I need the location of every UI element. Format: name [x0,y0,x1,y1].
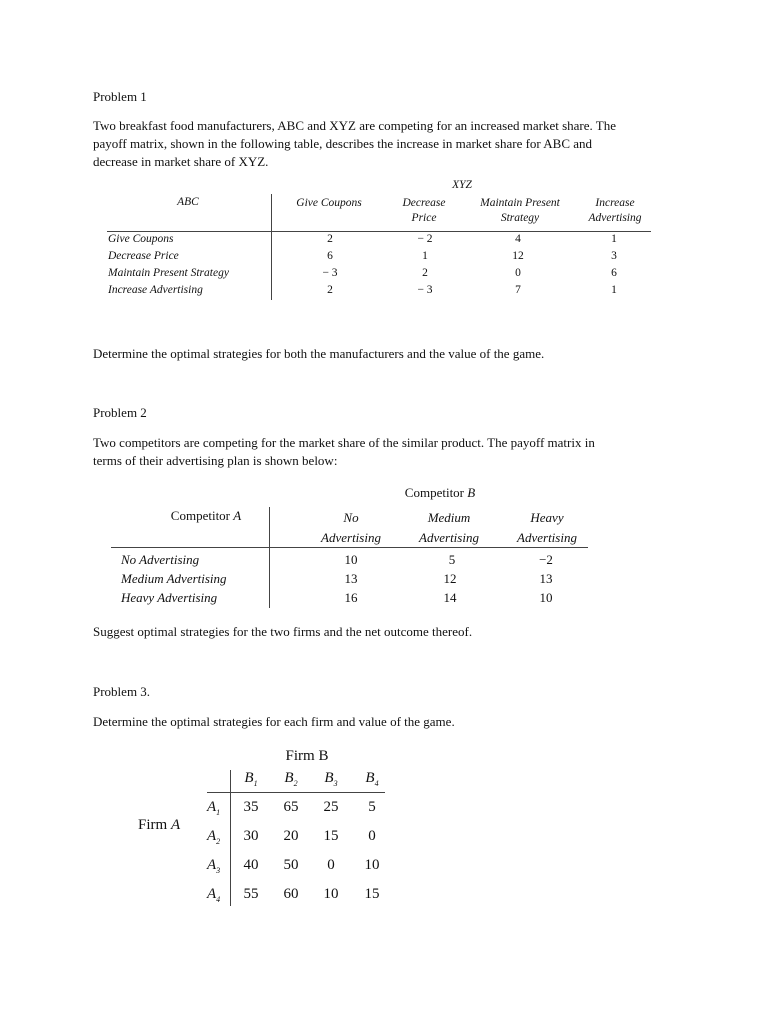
problem2-heading: Problem 2 [93,405,147,420]
payoff-cell: 4 [515,233,521,245]
payoff-cell: 1 [611,284,617,296]
payoff-cell: 30 [243,828,259,844]
row-label: $A_4$ [207,886,221,904]
row-label: Increase Advertising [108,284,203,296]
payoff-cell: 25 [323,799,339,815]
payoff-cell: 13 [539,571,553,586]
column-divider [269,507,270,608]
payoff-cell: 1 [422,250,428,262]
payoff-cell: − 3 [322,267,338,279]
row-label: Give Coupons [108,233,174,245]
problem1-intro-line2: payoff matrix, shown in the following table, describes the increase in market share for ABC and [93,136,593,151]
row-label: Maintain Present Strategy [108,267,229,279]
column-label: $B_2$ [284,770,298,788]
payoff-cell: 3 [611,250,617,262]
payoff-cell: 6 [327,250,333,262]
column-divider [271,194,272,300]
payoff-cell: 0 [327,857,335,873]
problem3-heading: Problem 3. [93,684,151,699]
payoff-cell: 10 [344,552,358,567]
payoff-cell: 10 [539,590,553,605]
payoff-cell: 14 [443,590,457,605]
payoff-cell: 1 [611,233,617,245]
problem2-question: Suggest optimal strategies for the two firms and the net outcome thereof. [93,624,473,639]
column-header: Decrease Price [402,197,446,224]
header-divider [111,547,588,548]
problem3-question: Determine the optimal strategies for each firm and value of the game. [93,714,455,729]
problem1-question: Determine the optimal strategies for both the manufacturers and the value of the game. [93,346,545,361]
payoff-cell: 50 [283,857,299,873]
header-divider [207,792,385,793]
payoff-cell: 13 [344,571,358,586]
column-header: Heavy Advertising [517,510,577,545]
problem1-heading: Problem 1 [93,89,147,104]
payoff-cell: 16 [344,590,358,605]
row-player-label: Competitor A [170,508,242,523]
payoff-cell: 15 [364,886,380,902]
payoff-cell: 2 [422,267,428,279]
payoff-cell: 0 [368,828,376,844]
payoff-cell: 40 [243,857,259,873]
row-label: No Advertising [121,552,200,567]
payoff-cell: 10 [323,886,339,902]
row-label: Medium Advertising [121,571,227,586]
payoff-cell: 15 [323,828,339,844]
col-player-label: Competitor B [404,485,476,500]
payoff-cell: 20 [283,828,299,844]
row-label: $A_3$ [207,857,221,875]
col-player-label: Firm B [285,748,329,764]
payoff-cell: 6 [611,267,617,279]
row-player-label: Firm A [138,817,181,833]
payoff-cell: 0 [515,267,521,279]
row-label: Heavy Advertising [121,590,218,605]
row-player-label: ABC [177,196,199,208]
column-header: Give Coupons [296,197,362,209]
row-label: $A_2$ [207,828,221,846]
problem1-intro-line3: decrease in market share of XYZ. [93,154,269,169]
payoff-cell: 10 [364,857,380,873]
payoff-cell: − 2 [417,233,433,245]
header-divider [107,231,651,232]
column-header: Maintain Present Strategy [480,197,560,224]
payoff-cell: 55 [243,886,259,902]
problem2-intro-line2: terms of their advertising plan is shown below: [93,453,338,468]
column-header: No Advertising [321,510,381,545]
column-label: $B_4$ [365,770,379,788]
payoff-cell: 2 [327,233,333,245]
column-label: $B_1$ [244,770,258,788]
payoff-cell: 60 [283,886,299,902]
payoff-cell: 5 [368,799,376,815]
row-label: $A_1$ [207,799,221,817]
payoff-cell: 65 [283,799,299,815]
payoff-cell: 12 [512,250,524,262]
column-divider [230,770,231,906]
payoff-cell: −2 [539,552,553,567]
column-header: Increase Advertising [588,197,642,224]
problem1-intro-line1: Two breakfast food manufacturers, ABC and XYZ are competing for an increased market share. The [93,118,616,133]
payoff-cell: 12 [443,571,457,586]
row-label: Decrease Price [108,250,179,262]
column-header: Medium Advertising [419,510,479,545]
column-label: $B_3$ [324,770,338,788]
payoff-cell: 35 [243,799,259,815]
problem2-intro-line1: Two competitors are competing for the market share of the similar product. The payoff matrix in [93,435,595,450]
payoff-cell: 5 [448,552,456,567]
payoff-cell: − 3 [417,284,433,296]
col-player-label: XYZ [452,179,472,191]
payoff-cell: 2 [327,284,333,296]
payoff-cell: 7 [515,284,521,296]
